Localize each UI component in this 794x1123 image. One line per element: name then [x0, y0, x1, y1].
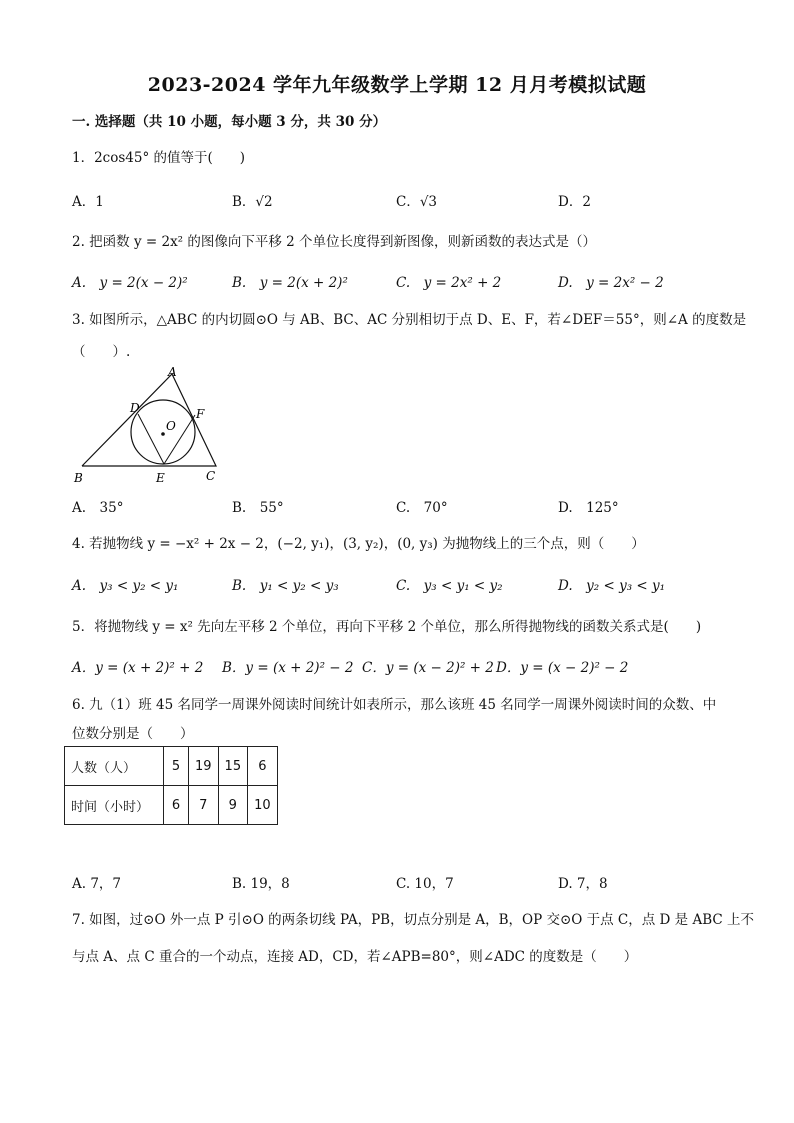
q5-option-b: B．y = (x + 2)² − 2: [222, 660, 354, 676]
question-7-stem-line1: 7. 如图，过⊙O 外一点 P 引⊙O 的两条切线 PA，PB，切点分别是 A，B，OP 交⊙O 于点 C，点 D 是 ABC 上不: [72, 912, 754, 928]
q4-option-b: B. y₁ < y₂ < y₃: [232, 578, 339, 594]
question-6-stem-line1: 6. 九（1）班 45 名同学一周课外阅读时间统计如表所示，那么该班 45 名同学一周课外阅读时间的众数、中: [72, 697, 717, 713]
table-cell: 19: [189, 747, 219, 786]
table-row: [65, 786, 278, 825]
table-cell: 7: [189, 786, 219, 825]
q2-option-b: B. y = 2(x + 2)²: [232, 275, 348, 291]
section-heading: 一. 选择题（共 10 小题，每小题 3 分，共 30 分）: [72, 114, 387, 130]
q3-option-d: D. 125°: [558, 500, 619, 516]
table-cell: 6: [248, 747, 278, 786]
q3-option-a: A. 35°: [72, 500, 124, 516]
q1-option-a: A．1: [72, 194, 104, 210]
question-1-stem: 1．2cos45° 的值等于( ): [72, 150, 246, 166]
question-3-stem-line2: （ ）.: [72, 344, 131, 360]
question-7-stem-line2: 与点 A、点 C 重合的一个动点，连接 AD，CD，若∠APB=80°，则∠ADC 的度数是（ ）: [72, 949, 638, 965]
label-f: F: [196, 407, 205, 421]
q5-option-a: A．y = (x + 2)² + 2: [72, 660, 204, 676]
incircle-o: [131, 400, 195, 464]
question-6-stem-line2: 位数分别是（ ）: [72, 726, 194, 742]
label-c: C: [206, 469, 216, 483]
q3-incircle-figure: [72, 362, 232, 491]
table-row: [65, 747, 278, 786]
q5-option-c: C．y = (x − 2)² + 2: [362, 660, 494, 676]
q1-option-d: D．2: [558, 194, 591, 210]
table-cell: 15: [218, 747, 248, 786]
q5-option-d: D．y = (x − 2)² − 2: [496, 660, 629, 676]
label-b: B: [74, 471, 83, 485]
q6-option-b: B. 19，8: [232, 876, 290, 892]
q4-option-d: D. y₂ < y₃ < y₁: [558, 578, 666, 594]
label-e: E: [156, 471, 165, 485]
q4-option-a: A. y₃ < y₂ < y₁: [72, 578, 179, 594]
label-d: D: [130, 401, 140, 415]
q2-option-a: A. y = 2(x − 2)²: [72, 275, 188, 291]
center-point-o: [161, 432, 165, 436]
q3-option-c: C. 70°: [396, 500, 448, 516]
table-cell: 6: [164, 786, 189, 825]
label-o: O: [166, 419, 176, 433]
q2-option-d: D. y = 2x² − 2: [558, 275, 664, 291]
table-cell: 9: [218, 786, 248, 825]
reading-time-table: [64, 746, 278, 825]
question-3-stem-line1: 3. 如图所示，△ABC 的内切圆⊙O 与 AB、BC、AC 分别相切于点 D、E、F，若∠DEF＝55°，则∠A 的度数是: [72, 312, 747, 328]
row-label-time: 时间（小时）: [65, 786, 164, 825]
q2-option-c: C. y = 2x² + 2: [396, 275, 502, 291]
page-title: 2023-2024 学年九年级数学上学期 12 月月考模拟试题: [147, 74, 647, 96]
q3-option-b: B. 55°: [232, 500, 284, 516]
row-label-people: 人数（人）: [65, 747, 164, 786]
q6-option-c: C. 10，7: [396, 876, 454, 892]
label-a: A: [168, 365, 177, 379]
question-2-stem: 2. 把函数 y = 2x² 的图像向下平移 2 个单位长度得到新图像，则新函数的表达式是（）: [72, 234, 597, 250]
q6-option-d: D. 7，8: [558, 876, 608, 892]
q4-option-c: C. y₃ < y₁ < y₂: [396, 578, 503, 594]
q6-option-a: A. 7，7: [72, 876, 122, 892]
question-5-stem: 5．将抛物线 y = x² 先向左平移 2 个单位，再向下平移 2 个单位，那么所得抛物线的函数关系式是( ): [72, 619, 702, 635]
q1-option-c: C．√3: [396, 194, 438, 210]
table-cell: 10: [248, 786, 278, 825]
question-4-stem: 4. 若抛物线 y = −x² + 2x − 2，(−2, y₁)，(3, y₂)，(0, y₃) 为抛物线上的三个点，则（ ）: [72, 536, 645, 552]
triangle-incircle-diagram: [72, 362, 232, 487]
q1-option-b: B．√2: [232, 194, 273, 210]
table-cell: 5: [164, 747, 189, 786]
